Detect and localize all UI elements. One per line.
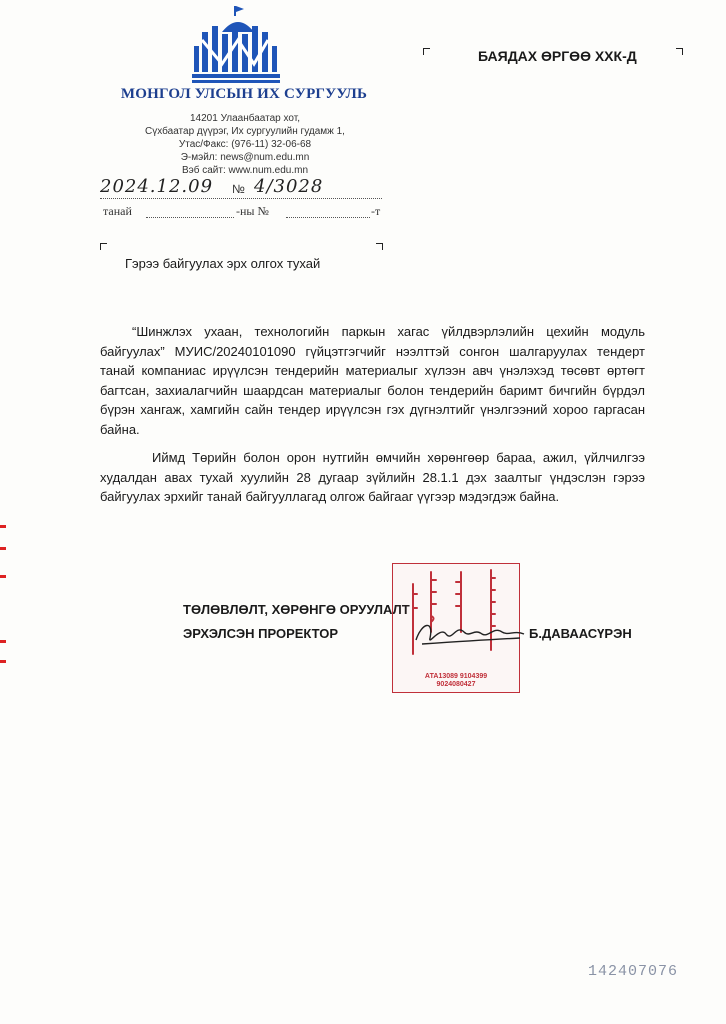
body-paragraph-2: Иймд Төрийн болон орон нутгийн өмчийн хөрөнгөөр бараа, ажил, үйлчилгээ худалдан авах тухай хуулийн 28 дугаар зүйлийн 28.1.1 дэх заалтыг үндэслэн гэрээ байгуулах эрхийг танай байгууллагад олгож байгааг үүгээр мэдэгдэж байна. bbox=[100, 450, 645, 504]
reply-date-line bbox=[146, 216, 234, 218]
margin-mark bbox=[0, 525, 6, 528]
reference-number: 4/3028 bbox=[254, 176, 324, 197]
address-line: 14201 Улаанбаатар хот, bbox=[190, 113, 300, 124]
margin-mark bbox=[0, 640, 6, 643]
body-paragraph-1: “Шинжлэх ухаан, технологийн паркын хагас үйлдвэрлэлийн цехийн модуль байгуулах” МУИС/20240101090 гүйцэтгэгчийг нээлттэй сонгон шалгаруулах тендерт танай компаниас ирүүлсэн тендерийн материалыг хүлээн авч үнэлэхэд төсөвт өртөгт багтсан, захиалагчийн шаардсан материалыг болон тендерийн баримт бичгийн бүрдэл бүрэн хангаж, хамгийн сайн тендер ирүүлсэн гэх дүгнэлтийг үнэлгээний хороо гаргасан байна. bbox=[100, 324, 645, 437]
number-label: № bbox=[232, 182, 245, 196]
corner-mark bbox=[676, 48, 683, 55]
reference-line bbox=[100, 197, 382, 199]
reply-suffix: -т bbox=[371, 204, 381, 218]
university-logo bbox=[192, 6, 284, 86]
signatory-name: Б.ДАВААСҮРЭН bbox=[529, 626, 632, 641]
reply-number-line bbox=[286, 216, 370, 218]
reference-date: 2024.12.09 bbox=[100, 176, 214, 197]
handwritten-signature bbox=[412, 616, 532, 652]
letterhead-address bbox=[125, 112, 365, 177]
address-line: Вэб сайт: www.num.edu.mn bbox=[181, 165, 309, 176]
address-line: Э-мэйл: news@num.edu.mn bbox=[180, 152, 310, 163]
address-line: Утас/Факс: (976-11) 32-06-68 bbox=[178, 139, 312, 150]
corner-mark bbox=[423, 48, 430, 55]
subject: Гэрээ байгуулах эрх олгох тухай bbox=[125, 256, 321, 271]
signatory-title-line-1: ТӨЛӨВЛӨЛТ, ХӨРӨНГӨ ОРУУЛАЛТ bbox=[183, 602, 410, 617]
reply-prefix: танай bbox=[103, 204, 132, 218]
stamp-number-2: 9024080427 bbox=[436, 681, 476, 688]
address-line: Сүхбаатар дүүрэг, Их сургуулийн гудамж 1, bbox=[145, 126, 345, 137]
corner-mark bbox=[100, 243, 107, 250]
recipient: БАЯДАХ ӨРГӨӨ ХХК-Д bbox=[478, 48, 637, 64]
signatory-title-line-2: ЭРХЭЛСЭН ПРОРЕКТОР bbox=[183, 626, 339, 641]
university-name: МОНГОЛ УЛСЫН ИХ СУРГУУЛЬ bbox=[120, 86, 368, 102]
document-number: 142407076 bbox=[588, 963, 679, 980]
stamp-number-1: АТА13089 9104399 bbox=[424, 673, 488, 680]
reply-mid: -ны № bbox=[236, 204, 269, 218]
margin-mark bbox=[0, 660, 6, 663]
margin-mark bbox=[0, 575, 6, 578]
corner-mark bbox=[376, 243, 383, 250]
margin-mark bbox=[0, 547, 6, 550]
